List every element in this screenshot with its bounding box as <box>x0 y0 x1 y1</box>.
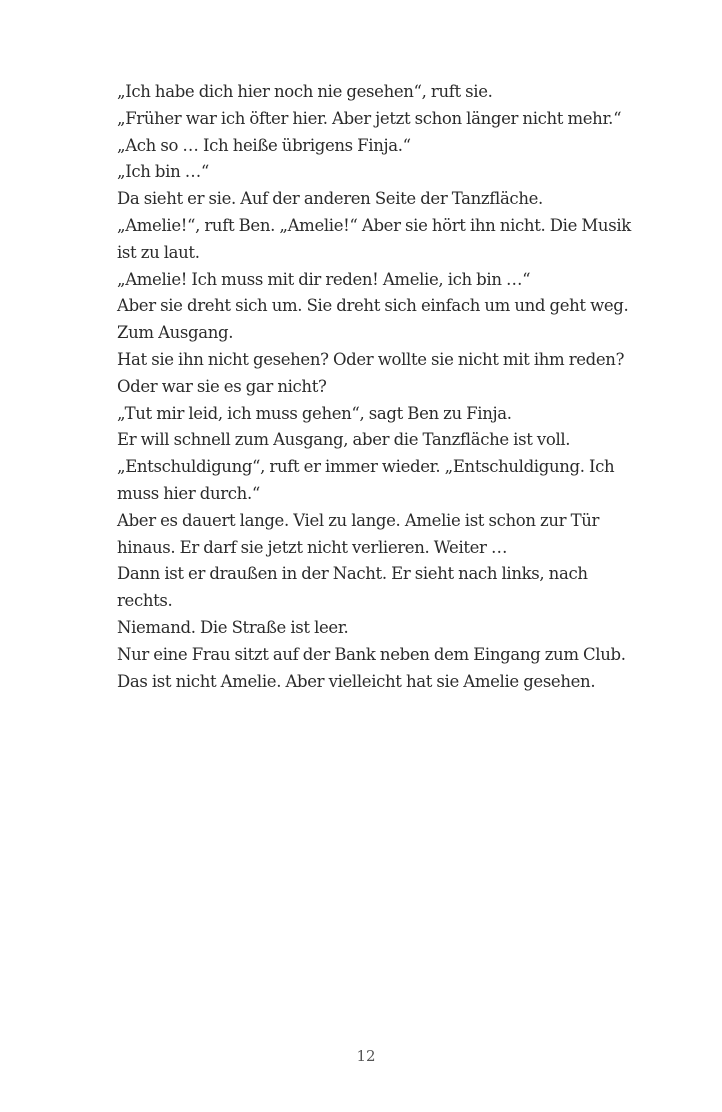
text-line: Aber es dauert lange. Viel zu lange. Amelie ist schon zur Tür <box>117 510 600 530</box>
text-line: Er will schnell zum Ausgang, aber die Tanzfläche ist voll. <box>117 430 571 450</box>
text-line: Hat sie ihn nicht gesehen? Oder wollte sie nicht mit ihm reden? <box>117 349 625 369</box>
text-line: Niemand. Die Straße ist leer. <box>117 617 349 637</box>
text-line: Dann ist er draußen in der Nacht. Er sieht nach links, nach <box>117 564 588 584</box>
text-line: hinaus. Er darf sie jetzt nicht verlieren. Weiter … <box>117 537 508 557</box>
text-line: Oder war sie es gar nicht? <box>117 376 327 396</box>
text-line: ist zu laut. <box>117 242 200 262</box>
text-line: Zum Ausgang. <box>117 323 234 343</box>
text-line: „Tut mir leid, ich muss gehen“, sagt Ben zu Finja. <box>117 403 512 423</box>
text-line: „Amelie!“, ruft Ben. „Amelie!“ Aber sie hört ihn nicht. Die Musik <box>117 215 631 235</box>
text-line: rechts. <box>117 591 173 611</box>
text-line: „Ich habe dich hier noch nie gesehen“, ruft sie. <box>117 82 493 101</box>
text-line: Das ist nicht Amelie. Aber vielleicht hat sie Amelie gesehen. <box>117 671 596 691</box>
page-number: 12 <box>356 1047 376 1065</box>
text-line: muss hier durch.“ <box>117 483 260 503</box>
text-line: „Ich bin …“ <box>117 162 209 182</box>
body-text <box>117 79 647 695</box>
text-line: „Früher war ich öfter hier. Aber jetzt schon länger nicht mehr.“ <box>117 108 622 128</box>
text-line: „Amelie! Ich muss mit dir reden! Amelie, ich bin …“ <box>117 269 531 289</box>
text-line: „Ach so … Ich heiße übrigens Finja.“ <box>117 135 411 155</box>
text-line: Da sieht er sie. Auf der anderen Seite der Tanzfläche. <box>117 189 543 209</box>
text-line: Aber sie dreht sich um. Sie dreht sich einfach um und geht weg. <box>117 296 629 316</box>
text-line: Nur eine Frau sitzt auf der Bank neben dem Eingang zum Club. <box>117 644 626 664</box>
text-line: „Entschuldigung“, ruft er immer wieder. „Entschuldigung. Ich <box>117 457 615 477</box>
